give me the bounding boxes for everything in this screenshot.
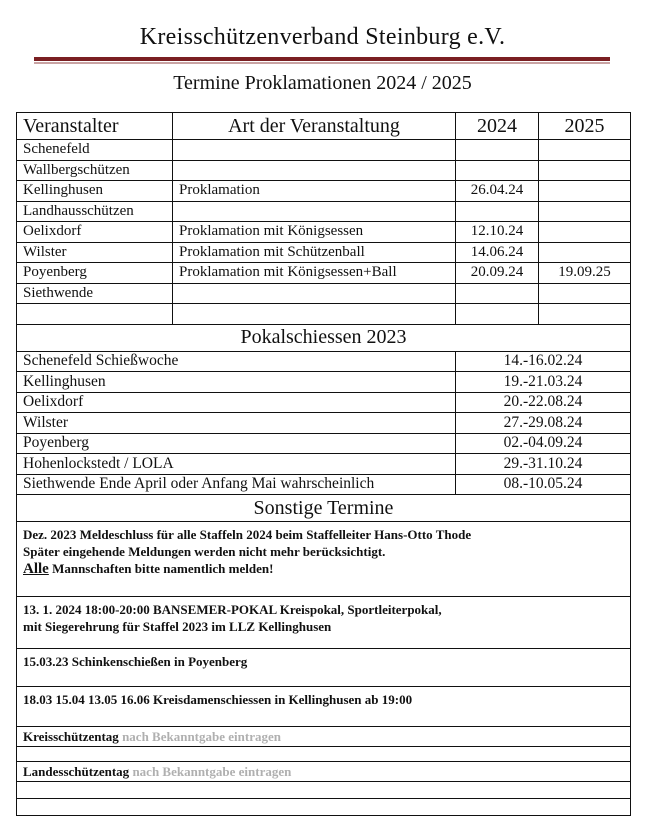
header-art: Art der Veranstaltung (173, 113, 456, 140)
empty-row (17, 799, 631, 816)
empty-row (17, 747, 631, 762)
pokal-date-cell: 02.-04.09.24 (456, 433, 631, 454)
date-2025-cell (539, 222, 631, 243)
table-row (17, 242, 631, 263)
date-2025-cell (539, 283, 631, 304)
kreisdamen-note: 18.03 15.04 13.05 16.06 Kreisdamenschiessen in Kellinghusen ab 19:00 (17, 687, 631, 727)
table-row (17, 474, 631, 495)
table-row (17, 263, 631, 284)
landesschuetzentag-note (17, 762, 631, 782)
section-header-row (17, 495, 631, 522)
date-2024-cell: 20.09.24 (456, 263, 539, 284)
note-line (23, 560, 630, 578)
table-header-row (17, 113, 631, 140)
table-row (17, 181, 631, 202)
pokal-name-cell: Siethwende Ende April oder Anfang Mai wahrscheinlich (17, 474, 456, 495)
pokal-name-cell: Wilster (17, 413, 456, 434)
header-veranstalter: Veranstalter (17, 113, 173, 140)
table-row (17, 160, 631, 181)
pokal-name-cell: Oelixdorf (17, 392, 456, 413)
table-row (17, 304, 631, 325)
table-row (17, 372, 631, 393)
schinkenschiessen-note: 15.03.23 Schinkenschießen in Poyenberg (17, 649, 631, 687)
note-line: 13. 1. 2024 18:00-20:00 BANSEMER-POKAL Kreispokal, Sportleiterpokal, (23, 602, 442, 617)
events-table (16, 112, 631, 816)
pokal-date-cell: 27.-29.08.24 (456, 413, 631, 434)
hint-text: nach Bekanntgabe eintragen (132, 764, 292, 779)
veranstalter-cell: Siethwende (17, 283, 173, 304)
kreisschuetzentag-note (17, 727, 631, 747)
art-cell (173, 140, 456, 161)
pokal-date-cell: 29.-31.10.24 (456, 454, 631, 475)
art-cell: Proklamation (173, 181, 456, 202)
veranstalter-cell: Poyenberg (17, 263, 173, 284)
title-rule (34, 57, 610, 61)
header-2025: 2025 (539, 113, 631, 140)
empty-row (17, 782, 631, 799)
date-2025-cell (539, 181, 631, 202)
note-row (17, 727, 631, 747)
table-row (17, 351, 631, 372)
art-cell: Proklamation mit Schützenball (173, 242, 456, 263)
pokal-name-cell: Hohenlockstedt / LOLA (17, 454, 456, 475)
veranstalter-cell (17, 304, 173, 325)
note-text: Kreisschützentag (23, 729, 119, 744)
art-cell (173, 160, 456, 181)
table-row (17, 222, 631, 243)
hint-text: nach Bekanntgabe eintragen (122, 729, 281, 744)
table-row (17, 433, 631, 454)
art-cell (173, 304, 456, 325)
table-row (17, 283, 631, 304)
org-title: Kreisschützenverband Steinburg e.V. (139, 24, 506, 50)
veranstalter-cell: Wallbergschützen (17, 160, 173, 181)
date-2024-cell (456, 201, 539, 222)
art-cell: Proklamation mit Königsessen (173, 222, 456, 243)
date-2025-cell (539, 140, 631, 161)
table-row (17, 201, 631, 222)
header-2024: 2024 (456, 113, 539, 140)
note-row (17, 522, 631, 597)
table-row (17, 140, 631, 161)
date-2024-cell: 14.06.24 (456, 242, 539, 263)
date-2024-cell (456, 140, 539, 161)
pokal-date-cell: 08.-10.05.24 (456, 474, 631, 495)
empty-cell (17, 782, 631, 799)
note-row (17, 649, 631, 687)
table-row (17, 454, 631, 475)
date-2025-cell (539, 242, 631, 263)
date-2024-cell: 26.04.24 (456, 181, 539, 202)
pokal-date-cell: 14.-16.02.24 (456, 351, 631, 372)
date-2025-cell (539, 304, 631, 325)
date-2024-cell (456, 160, 539, 181)
pokal-name-cell: Schenefeld Schießwoche (17, 351, 456, 372)
note-row (17, 762, 631, 782)
title-rule-shadow (34, 62, 610, 64)
pokal-name-cell: Poyenberg (17, 433, 456, 454)
pokal-date-cell: 20.-22.08.24 (456, 392, 631, 413)
date-2024-cell (456, 283, 539, 304)
art-cell (173, 283, 456, 304)
veranstalter-cell: Landhausschützen (17, 201, 173, 222)
date-2024-cell (456, 304, 539, 325)
veranstalter-cell: Wilster (17, 242, 173, 263)
veranstalter-cell: Schenefeld (17, 140, 173, 161)
pokal-section-title: Pokalschiessen 2023 (17, 324, 631, 351)
note-line: Später eingehende Meldungen werden nicht mehr berücksichtigt. (23, 544, 386, 559)
art-cell: Proklamation mit Königsessen+Ball (173, 263, 456, 284)
empty-cell (17, 747, 631, 762)
bansemer-pokal-note (17, 597, 631, 649)
date-2025-cell: 19.09.25 (539, 263, 631, 284)
emphasis-text: Alle (23, 561, 49, 577)
sonstige-section-title: Sonstige Termine (17, 495, 631, 522)
veranstalter-cell: Oelixdorf (17, 222, 173, 243)
veranstalter-cell: Kellinghusen (17, 181, 173, 202)
note-row (17, 597, 631, 649)
date-2025-cell (539, 201, 631, 222)
page-subtitle: Termine Proklamationen 2024 / 2025 (173, 72, 472, 94)
note-line: mit Siegerehrung für Staffel 2023 im LLZ Kellinghusen (23, 619, 332, 634)
pokal-name-cell: Kellinghusen (17, 372, 456, 393)
note-row (17, 687, 631, 727)
empty-cell (17, 799, 631, 816)
note-text: Mannschaften bitte namentlich melden! (48, 561, 274, 576)
pokal-date-cell: 19.-21.03.24 (456, 372, 631, 393)
note-line: Dez. 2023 Meldeschluss für alle Staffeln 2024 beim Staffelleiter Hans-Otto Thode (23, 527, 472, 542)
date-2025-cell (539, 160, 631, 181)
meldeschluss-note (17, 522, 631, 597)
date-2024-cell: 12.10.24 (456, 222, 539, 243)
art-cell (173, 201, 456, 222)
table-row (17, 413, 631, 434)
table-row (17, 392, 631, 413)
section-header-row (17, 324, 631, 351)
note-text: Landesschützentag (23, 764, 130, 779)
